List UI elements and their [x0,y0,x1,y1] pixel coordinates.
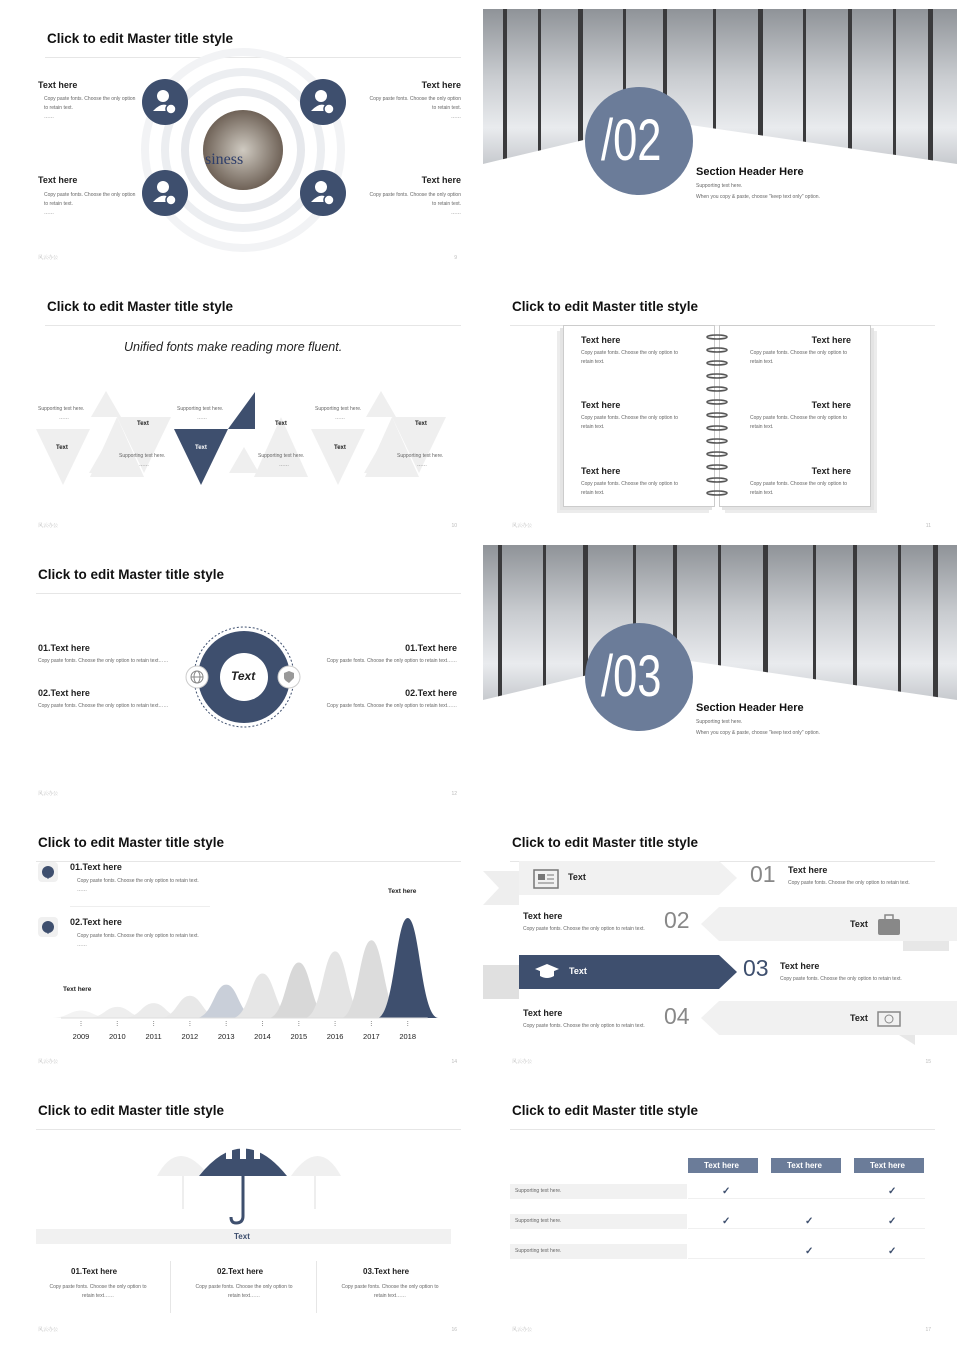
step-label: Text [569,966,587,976]
slide-section-02[interactable] [483,9,957,267]
item-title: 01.Text here [405,643,457,653]
annotation-2009: Text here [63,986,92,993]
title-divider [510,1129,935,1130]
triangle-label: Text [415,421,427,427]
col-header-text: Text here [870,1161,905,1170]
item-dots: …… [451,114,461,120]
supporting-text: Supporting text here. [397,453,444,459]
center-photo-word: siness [205,151,244,168]
step-text: Copy paste fonts. Choose the only option to retain text. [780,976,902,982]
supporting-dots: …… [139,462,149,468]
user-icon [141,78,189,126]
step-ribbons [483,813,957,1071]
slide-title: Click to edit Master title style [38,835,225,850]
note-title: Text here [581,335,621,345]
note-title: Text here [811,400,851,410]
title-divider [36,1129,461,1130]
page-number: 12 [451,791,457,797]
item-dots: …… [44,114,54,120]
item-dots: …… [44,210,54,216]
page-number: 10 [451,523,457,529]
item-title: 02.Text here [405,688,457,698]
page-number: 14 [451,1059,457,1065]
note-title: Text here [811,466,851,476]
slide-12[interactable] [9,545,483,803]
x-tick-label: 2018 [399,1032,417,1041]
item-title: 01.Text here [38,643,90,653]
footer-brand: 风云办公 [38,523,59,529]
slide-title: Click to edit Master title style [38,567,225,582]
row-label: Supporting text here. [515,1188,562,1194]
supporting-dots: …… [279,462,289,468]
x-tick-label: 2011 [145,1032,162,1041]
concentric-rings [9,9,483,267]
x-tick-label: 2009 [72,1032,90,1041]
section-line1: Supporting text here. [696,719,743,725]
note-text: Copy paste fonts. Choose the only option to retain text. [581,350,679,365]
col-text: Copy paste fonts. Choose the only option to retain text…… [341,1284,439,1299]
step-number: 01 [750,861,776,887]
slide-title: Click to edit Master title style [38,1103,225,1118]
step-title: Text here [788,865,828,875]
white-wedge [483,545,957,803]
row-label: Supporting text here. [515,1218,562,1224]
item-text: Copy paste fonts. Choose the only option to retain text. [77,933,199,939]
item-text: Copy paste fonts. Choose the only option to retain text…… [326,658,457,664]
step-text: Copy paste fonts. Choose the only option to retain text. [788,880,910,886]
step-number: 02 [664,907,690,933]
x-tick-label: 2016 [326,1032,344,1041]
note-title: Text here [811,335,851,345]
step-title: Text here [780,961,820,971]
section-number: /02 [601,108,662,173]
item-title: 01.Text here [70,862,122,872]
page-number: 16 [451,1327,457,1333]
slide-section-03[interactable] [483,545,957,803]
step-text: Copy paste fonts. Choose the only option to retain text. [523,926,645,932]
item-title: 02.Text here [38,688,90,698]
label-bar-text: Text [234,1232,250,1241]
check-icon: ✓ [722,1186,731,1197]
col-header-text: Text here [787,1161,822,1170]
section-line1: Supporting text here. [696,183,743,189]
x-tick-label: 2014 [254,1032,271,1041]
slide-title: Click to edit Master title style [47,31,234,46]
step-label: Text [850,919,868,929]
slide-title: Click to edit Master title style [47,299,234,314]
section-number: /03 [601,644,662,709]
footer-brand: 风云办公 [38,1327,59,1333]
slide-title: Click to edit Master title style [512,1103,699,1118]
item-text: Copy paste fonts. Choose the only option to retain text…… [38,658,169,664]
triangle-label: Text [334,445,346,451]
umbrella-icon [149,1131,349,1241]
item-text: Copy paste fonts. Choose the only option to retain text. [369,192,461,207]
shield-icon [277,665,301,689]
triangle-label: Text [56,445,68,451]
slide-14[interactable] [9,813,483,1071]
item-dots: …… [451,210,461,216]
note-text: Copy paste fonts. Choose the only option to retain text. [750,481,848,496]
note-text: Copy paste fonts. Choose the only option to retain text. [750,415,848,430]
footer-brand: 风云办公 [512,1327,533,1333]
supporting-text: Supporting text here. [119,453,166,459]
item-text: Copy paste fonts. Choose the only option to retain text. [44,96,136,111]
check-icon: ✓ [805,1216,814,1227]
item-title: Text here [421,80,461,90]
slide-16[interactable] [9,1081,483,1339]
col-header-text: Text here [704,1161,739,1170]
money-icon [877,1011,901,1027]
check-icon: ✓ [888,1186,897,1197]
supporting-text: Supporting text here. [315,406,362,412]
step-label: Text [568,872,586,882]
note-text: Copy paste fonts. Choose the only option to retain text. [581,481,679,496]
subtitle: Unified fonts make reading more fluent. [124,340,343,354]
item-title: Text here [421,175,461,185]
note-title: Text here [581,400,621,410]
user-icon [141,169,189,217]
section-line2: When you copy & paste, choose "keep text only" option. [696,730,820,736]
bell-chart [29,868,449,1041]
x-tick-label: 2013 [217,1032,235,1041]
col-text: Copy paste fonts. Choose the only option to retain text…… [49,1284,147,1299]
supporting-dots: …… [59,415,69,421]
title-divider [36,593,461,594]
item-text: Copy paste fonts. Choose the only option to retain text. [44,192,136,207]
globe-icon [185,665,209,689]
x-tick-label: 2012 [181,1032,199,1041]
item-text: Copy paste fonts. Choose the only option to retain text. [77,878,199,884]
note-text: Copy paste fonts. Choose the only option to retain text. [581,415,679,430]
page-number: 15 [925,1059,931,1065]
slide-17[interactable] [483,1081,957,1339]
check-icon: ✓ [888,1246,897,1257]
title-divider [45,325,461,326]
step-number: 04 [664,1003,690,1029]
slide-15[interactable] [483,813,957,1071]
col-text: Copy paste fonts. Choose the only option to retain text…… [195,1284,293,1299]
center-label: Text [231,669,256,683]
footer-brand: 风云办公 [38,1059,59,1065]
item-title: Text here [38,80,78,90]
footer-brand: 风云办公 [512,1059,533,1065]
footer-brand: 风云办公 [38,255,59,261]
col-divider [170,1261,171,1313]
col-title: 01.Text here [71,1267,118,1276]
x-tick-label: 2017 [363,1032,380,1041]
note-title: Text here [581,466,621,476]
user-icon [299,169,347,217]
col-title: 02.Text here [217,1267,264,1276]
white-wedge [483,9,957,267]
user-icon [299,78,347,126]
row-line [688,1228,925,1229]
x-tick-label: 2010 [108,1032,126,1041]
item-text: Copy paste fonts. Choose the only option to retain text…… [38,703,169,709]
x-tick-label: 2015 [290,1032,308,1041]
triangle-label: Text [275,421,287,427]
slide-9[interactable] [9,9,483,267]
item-dots: …… [77,887,87,893]
row-line [688,1258,925,1259]
item-title: 02.Text here [70,917,122,927]
item-title: Text here [38,175,78,185]
note-text: Copy paste fonts. Choose the only option to retain text. [750,350,848,365]
slide-title: Click to edit Master title style [512,299,699,314]
col-title: 03.Text here [363,1267,410,1276]
footer-brand: 风云办公 [512,523,533,529]
section-header: Section Header Here [696,702,804,714]
newspaper-icon [533,869,559,889]
supporting-text: Supporting text here. [38,406,85,412]
triangle-label: Text [137,421,149,427]
step-title: Text here [523,911,563,921]
triangle-label: Text [195,445,207,451]
step-title: Text here [523,1008,563,1018]
item-text: Copy paste fonts. Choose the only option to retain text…… [326,703,457,709]
check-icon: ✓ [888,1216,897,1227]
item-dots: …… [77,942,87,948]
section-line2: When you copy & paste, choose "keep text only" option. [696,194,820,200]
supporting-dots: …… [417,462,427,468]
check-icon: ✓ [722,1216,731,1227]
check-icon: ✓ [805,1246,814,1257]
slide-title: Click to edit Master title style [512,835,699,850]
page-number: 11 [925,523,931,529]
page-number: 17 [925,1327,931,1333]
graduation-cap-icon [534,963,560,981]
footer-brand: 风云办公 [38,791,59,797]
supporting-text: Supporting text here. [177,406,224,412]
col-divider [316,1261,317,1313]
slide-11[interactable] [483,277,957,535]
step-label: Text [850,1013,868,1023]
briefcase-icon [877,914,901,936]
row-label: Supporting text here. [515,1248,562,1254]
supporting-text: Supporting text here. [258,453,305,459]
supporting-dots: …… [197,415,207,421]
row-line [688,1198,925,1199]
supporting-dots: …… [335,415,345,421]
annotation-2018: Text here [388,888,417,895]
slide-10[interactable] [9,277,483,535]
step-text: Copy paste fonts. Choose the only option to retain text. [523,1023,645,1029]
section-header: Section Header Here [696,166,804,178]
step-number: 03 [743,955,769,981]
item-text: Copy paste fonts. Choose the only option to retain text. [369,96,461,111]
page-number: 9 [454,255,457,261]
spiral-binding [703,332,733,512]
